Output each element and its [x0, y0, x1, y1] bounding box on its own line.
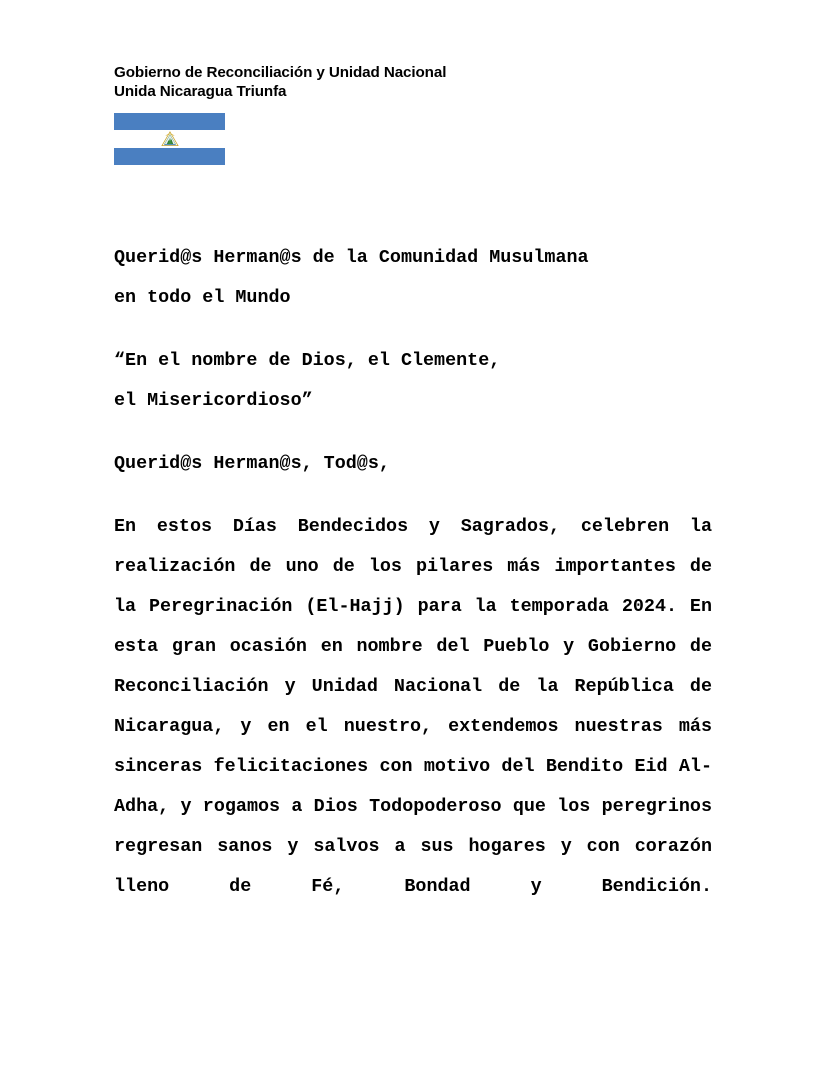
salutation: Querid@s Herman@s, Tod@s,: [114, 453, 390, 474]
nicaragua-coat-of-arms-icon: [160, 130, 179, 147]
nicaragua-flag: [114, 113, 225, 165]
flag-stripe-bottom: [114, 148, 225, 165]
letterhead-line-2: Unida Nicaragua Triunfa: [114, 83, 287, 100]
flag-stripe-top: [114, 113, 225, 130]
greeting-line-1: Querid@s Herman@s de la Comunidad Musulmana: [114, 247, 589, 268]
letterhead: [114, 63, 734, 101]
flag-stripe-middle: [114, 130, 225, 147]
greeting-line-2: en todo el Mundo: [114, 287, 291, 308]
invocation-line-2: el Misericordioso”: [114, 390, 313, 411]
letter-body: [114, 238, 712, 947]
main-paragraph: En estos Días Bendecidos y Sagrados, celebren la realización de uno de los pilares más importantes de la Peregrinación (El-Hajj) para la temporada 2024. En esta gran ocasión en nombre del Pueblo y Gobierno de Reconciliación y Unidad Nacional de la República de Nicaragua, y en el nuestro, extendemos nuestras más sinceras felicitaciones con motivo del Bendito Eid Al-Adha, y rogamos a Dios Todopoderoso que los peregrinos regresan sanos y salvos a sus hogares y con corazón lleno de Fé, Bondad y Bendición.: [114, 516, 712, 897]
invocation-line-1: “En el nombre de Dios, el Clemente,: [114, 350, 501, 371]
letterhead-line-1: Gobierno de Reconciliación y Unidad Nacional: [114, 64, 447, 81]
